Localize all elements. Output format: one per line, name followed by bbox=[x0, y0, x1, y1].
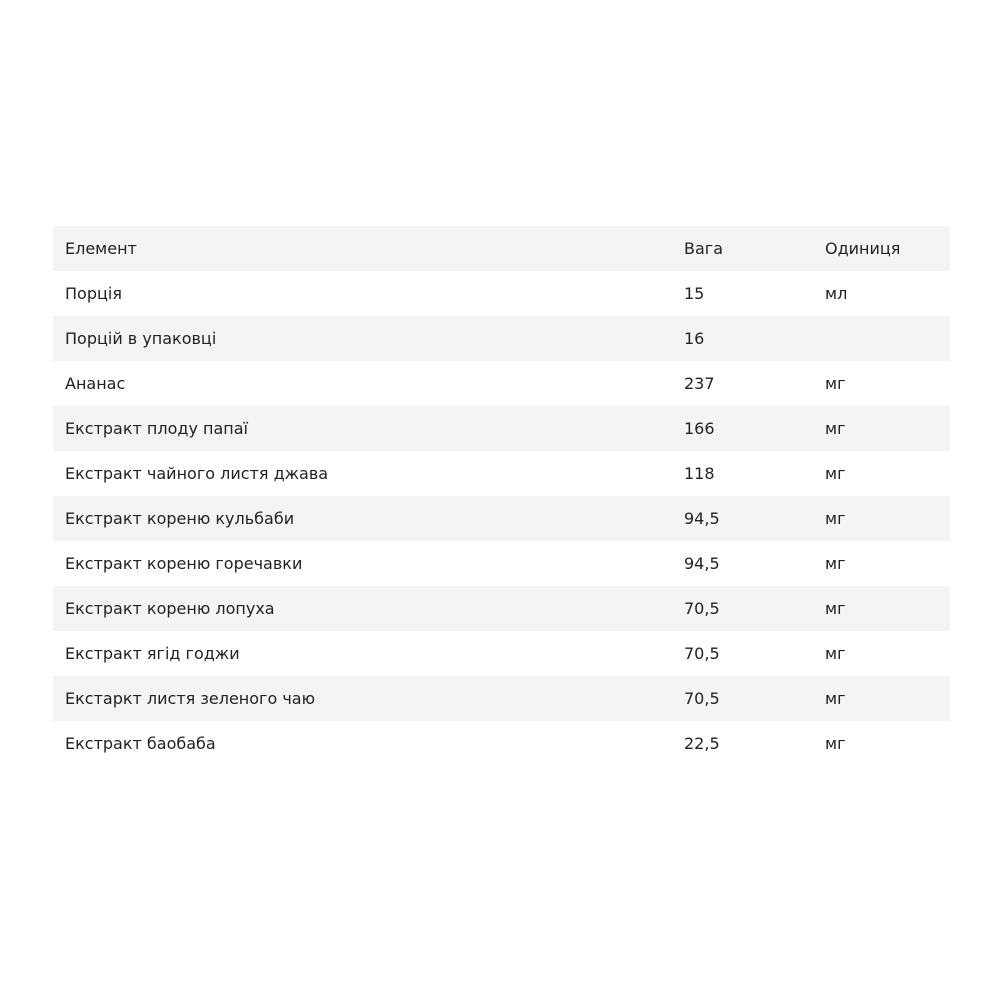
row-element: Екстракт чайного листя джава bbox=[65, 464, 329, 483]
table-row bbox=[53, 316, 950, 361]
table-row bbox=[53, 406, 950, 451]
table-row bbox=[53, 631, 950, 676]
row-element: Екстракт кореню горечавки bbox=[65, 554, 303, 573]
row-weight: 94,5 bbox=[684, 554, 720, 573]
table-row bbox=[53, 676, 950, 721]
row-unit: мл bbox=[825, 284, 848, 303]
table-row bbox=[53, 541, 950, 586]
row-unit: мг bbox=[825, 374, 846, 393]
row-element: Екстракт кореню кульбаби bbox=[65, 509, 295, 528]
row-element: Екстракт ягід годжи bbox=[65, 644, 240, 663]
header-unit: Одиниця bbox=[825, 239, 901, 258]
row-weight: 166 bbox=[684, 419, 715, 438]
row-unit: мг bbox=[825, 689, 846, 708]
row-unit: мг bbox=[825, 509, 846, 528]
row-element: Порція bbox=[65, 284, 122, 303]
table-header-row bbox=[53, 226, 950, 271]
row-weight: 70,5 bbox=[684, 644, 720, 663]
table-row bbox=[53, 586, 950, 631]
header-weight: Вага bbox=[684, 239, 723, 258]
row-weight: 22,5 bbox=[684, 734, 720, 753]
table-row bbox=[53, 361, 950, 406]
row-unit: мг bbox=[825, 599, 846, 618]
row-weight: 70,5 bbox=[684, 689, 720, 708]
table-row bbox=[53, 496, 950, 541]
row-weight: 118 bbox=[684, 464, 715, 483]
row-element: Ананас bbox=[65, 374, 126, 393]
row-unit: мг bbox=[825, 419, 846, 438]
row-unit: мг bbox=[825, 554, 846, 573]
row-unit: мг bbox=[825, 734, 846, 753]
row-weight: 94,5 bbox=[684, 509, 720, 528]
table-row bbox=[53, 271, 950, 316]
table-row bbox=[53, 451, 950, 496]
row-weight: 16 bbox=[684, 329, 705, 348]
row-element: Екстаркт листя зеленого чаю bbox=[65, 689, 316, 708]
header-element: Елемент bbox=[65, 239, 137, 258]
row-element: Екстракт баобаба bbox=[65, 734, 216, 753]
row-weight: 237 bbox=[684, 374, 715, 393]
row-unit: мг bbox=[825, 464, 846, 483]
row-weight: 70,5 bbox=[684, 599, 720, 618]
row-element: Порцій в упаковці bbox=[65, 329, 217, 348]
row-unit: мг bbox=[825, 644, 846, 663]
row-element: Екстракт плоду папаї bbox=[65, 419, 248, 438]
row-weight: 15 bbox=[684, 284, 705, 303]
row-element: Екстракт кореню лопуха bbox=[65, 599, 275, 618]
composition-table bbox=[53, 226, 950, 766]
table-row bbox=[53, 721, 950, 766]
